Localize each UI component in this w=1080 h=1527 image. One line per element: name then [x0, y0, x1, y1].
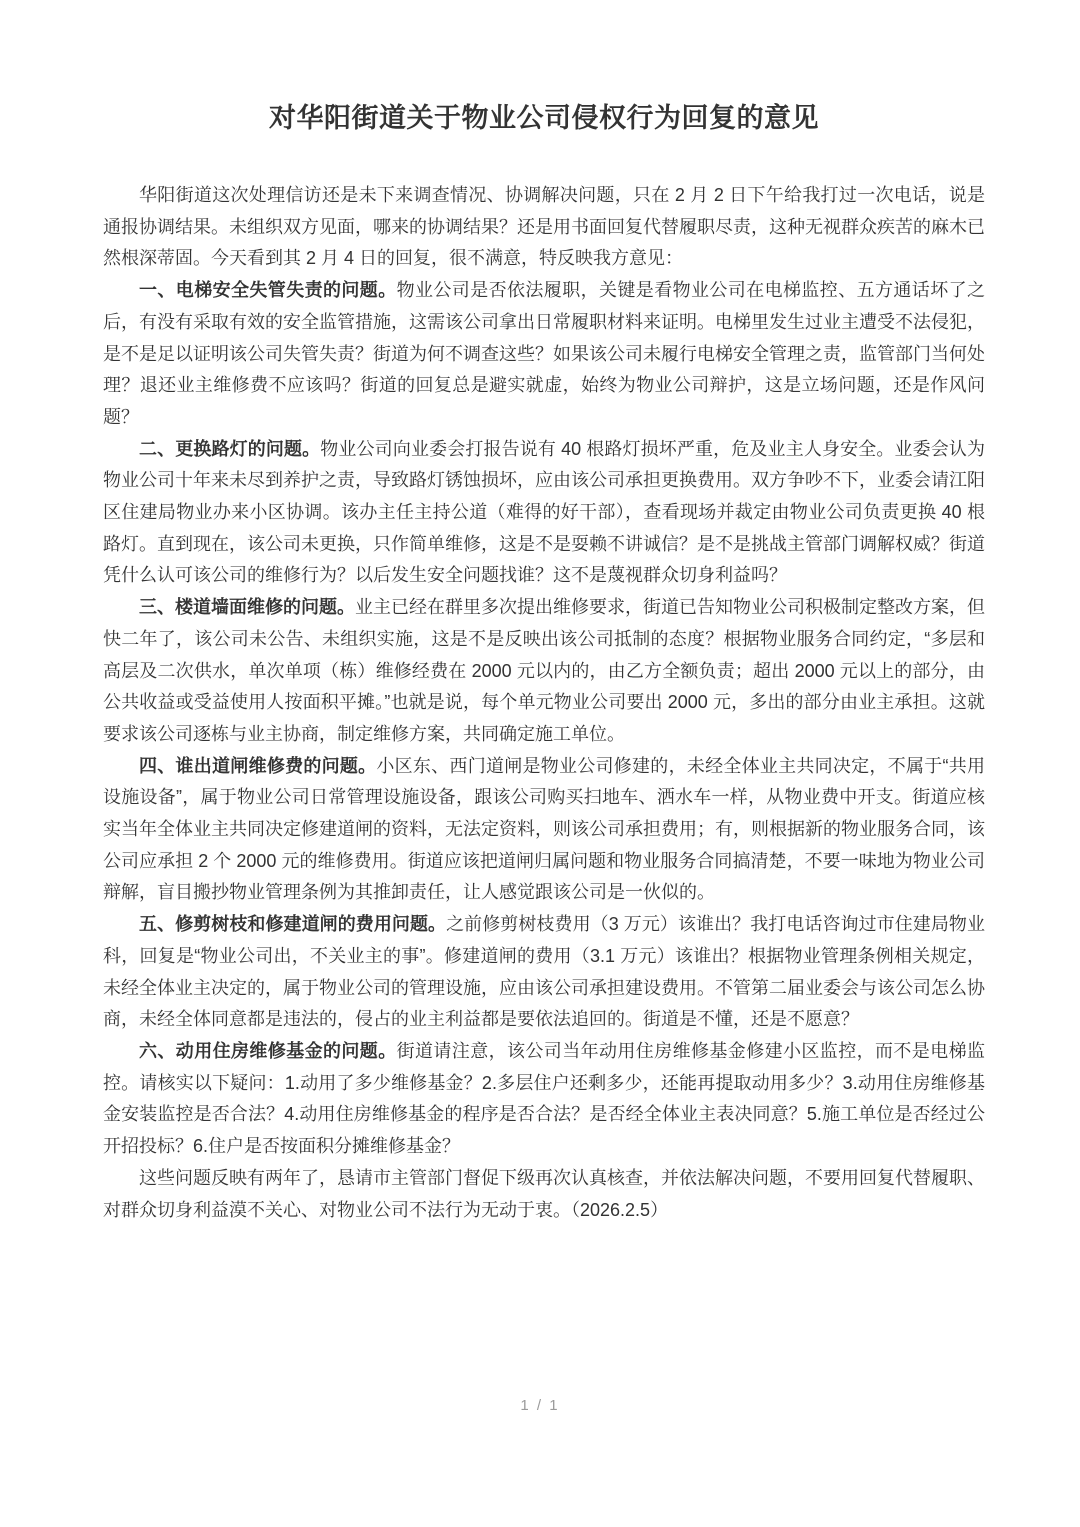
document-title: 对华阳街道关于物业公司侵权行为回复的意见: [269, 103, 819, 133]
paragraph-issue-6: [103, 1036, 985, 1163]
paragraph-text: 业主已经在群里多次提出维修要求，街道已告知物业公司积极制定整改方案，但快二年了，该公司未公告、未组织实施，这是不是反映出该公司抵制的态度？根据物业服务合同约定，“多层和高层及二次供水，单次单项（栋）维修经费在 2000 元以内的，由乙方全额负责；超出 2000 元以上的部分，由公共收益或受益使用人按面积平摊。”也就是说，每个单元物业公司要出 2000 元，多出的部分由业主承担。这就要求该公司逐栋与业主协商，制定维修方案，共同确定施工单位。: [103, 597, 985, 744]
document-body: [103, 98, 985, 1226]
paragraph-lead: 二、更换路灯的问题。: [139, 438, 321, 459]
paragraph-issue-5: [103, 909, 985, 1036]
paragraph-text: 街道请注意，该公司当年动用住房维修基金修建小区监控，而不是电梯监控。请核实以下疑问：1.动用了多少维修基金？2.多层住户还剩多少，还能再提取动用多少？3.动用住房维修基金安装监控是否合法？4.动用住房维修基金的程序是否合法？是否经全体业主表决同意？5.施工单位是否经过公开招投标？6.住户是否按面积分摊维修基金？: [103, 1040, 986, 1157]
paragraph-issue-3: [103, 592, 985, 751]
paragraph-lead: 四、谁出道闸维修费的问题。: [139, 755, 377, 776]
paragraph-text: 物业公司是否依法履职，关键是看物业公司在电梯监控、五方通话坏了之后，有没有采取有效的安全监管措施，这需该公司拿出日常履职材料来证明。电梯里发生过业主遭受不法侵犯，是不是足以证明该公司失管失责？街道为何不调查这些？如果该公司未履行电梯安全管理之责，监管部门当何处理？退还业主维修费不应该吗？街道的回复总是避实就虚，始终为物业公司辩护，这是立场问题，还是作风问题？: [103, 280, 986, 427]
paragraph-lead: 三、楼道墙面维修的问题。: [139, 597, 355, 618]
paragraph-lead: 一、电梯安全失管失责的问题。: [139, 280, 397, 301]
paragraph-issue-2: [103, 434, 985, 593]
paragraph-text: 这些问题反映有两年了，恳请市主管部门督促下级再次认真核查，并依法解决问题，不要用回复代替履职、对群众切身利益漠不关心、对物业公司不法行为无动于衷。（2026.2.5）: [103, 1167, 985, 1220]
paragraph-text: 华阳街道这次处理信访还是未下来调查情况、协调解决问题，只在 2 月 2 日下午给我打过一次电话，说是通报协调结果。未组织双方见面，哪来的协调结果？还是用书面回复代替履职尽责，这种无视群众疾苦的麻木已然根深蒂固。今天看到其 2 月 4 日的回复，很不满意，特反映我方意见：: [103, 185, 985, 269]
paragraph-issue-4: [103, 751, 985, 910]
page-number-indicator: 1 / 1: [520, 1397, 560, 1414]
paragraph-lead: 六、动用住房维修基金的问题。: [139, 1040, 397, 1061]
paragraph-text: 物业公司向业委会打报告说有 40 根路灯损坏严重，危及业主人身安全。业委会认为物业公司十年来未尽到养护之责，导致路灯锈蚀损坏，应由该公司承担更换费用。双方争吵不下，业委会请江阳区住建局物业办来小区协调。该办主任主持公道（难得的好干部），查看现场并裁定由物业公司负责更换 40 根路灯。直到现在，该公司未更换，只作简单维修，这是不是耍赖不讲诚信？是不是挑战主管部门调解权威？街道凭什么认可该公司的维修行为？以后发生安全问题找谁？这不是蔑视群众切身利益吗？: [103, 438, 985, 586]
paragraph-text: 小区东、西门道闸是物业公司修建的，未经全体业主共同决定，不属于“共用设施设备”，属于物业公司日常管理设施设备，跟该公司购买扫地车、洒水车一样，从物业费中开支。街道应核实当年全体业主共同决定修建道闸的资料，无法定资料，则该公司承担费用；有，则根据新的物业服务合同，该公司应承担 2 个 2000 元的维修费用。街道应该把道闸归属问题和物业服务合同搞清楚，不要一味地为物业公司辩解，盲目搬抄物业管理条例为其推卸责任，让人感觉跟该公司是一伙似的。: [103, 755, 985, 903]
paragraph-lead: 五、修剪树枝和修建道闸的费用问题。: [139, 914, 447, 935]
paragraph-intro: [103, 180, 985, 275]
paragraph-closing: [103, 1163, 985, 1226]
paragraph-text: 之前修剪树枝费用（3 万元）该谁出？我打电话咨询过市住建局物业科，回复是“物业公司出，不关业主的事”。修建道闸的费用（3.1 万元）该谁出？根据物业管理条例相关规定，未经全体业主决定的，属于物业公司的管理设施，应由该公司承担建设费用。不管第二届业委会与该公司怎么协商，未经全体同意都是违法的，侵占的业主利益都是要依法追回的。街道是不懂，还是不愿意？: [103, 914, 985, 1030]
paragraph-issue-1: [103, 275, 985, 434]
